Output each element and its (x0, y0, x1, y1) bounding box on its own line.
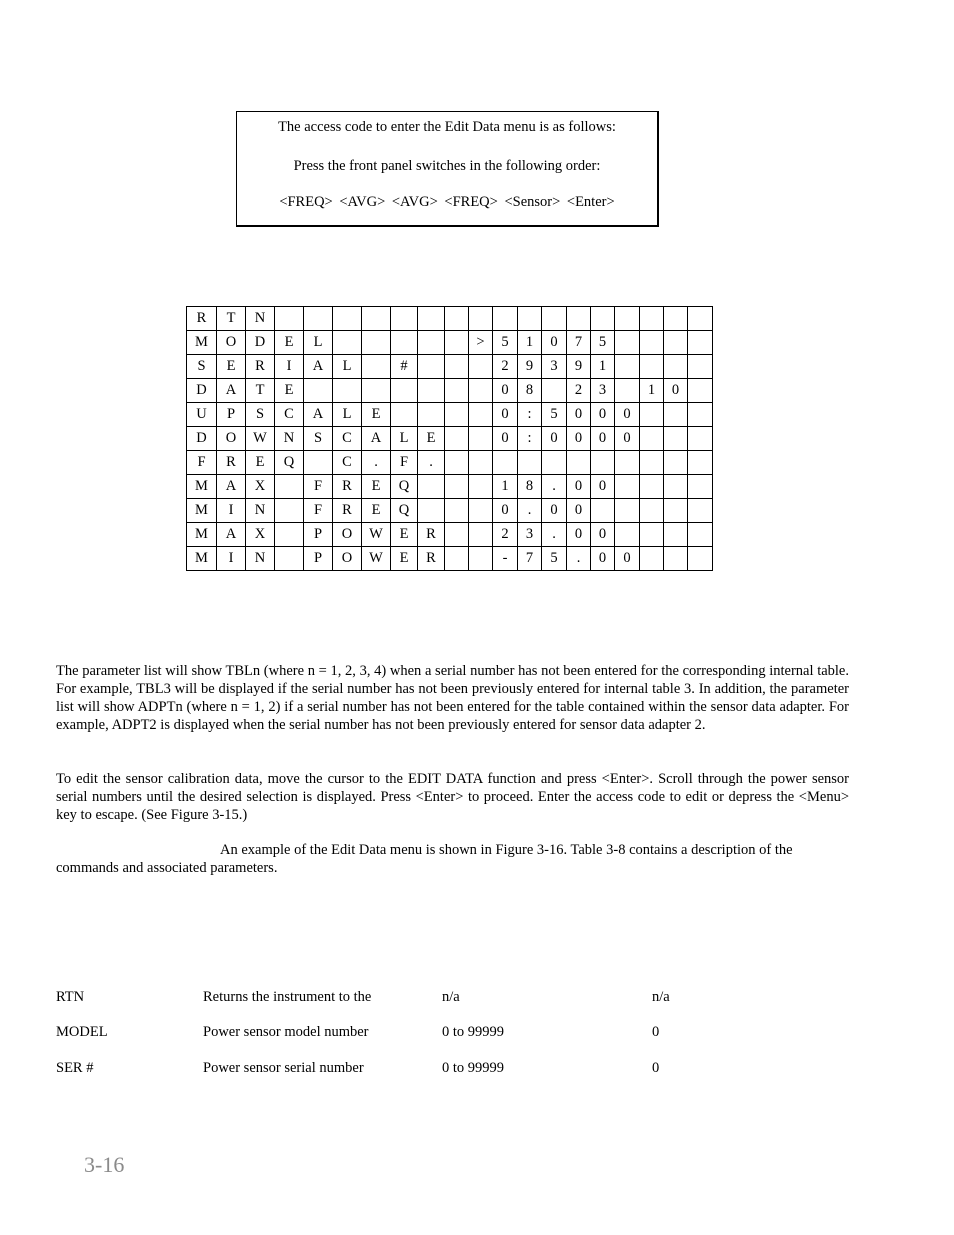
grid-cell (640, 331, 664, 355)
grid-row (187, 307, 713, 331)
grid-cell (418, 499, 445, 523)
grid-cell: D (187, 379, 217, 403)
grid-cell: : (518, 403, 542, 427)
command-default: 0 (652, 1060, 660, 1076)
grid-cell (640, 547, 664, 571)
grid-cell: 2 (493, 523, 518, 547)
grid-row (187, 475, 713, 499)
access-code-instruction: Press the front panel switches in the following order: (293, 158, 601, 174)
grid-cell: O (217, 427, 246, 451)
grid-cell (391, 403, 418, 427)
command-row-rtn (0, 989, 954, 1009)
grid-cell: 1 (640, 379, 664, 403)
grid-cell (469, 499, 493, 523)
grid-cell: O (333, 547, 362, 571)
grid-cell (688, 331, 713, 355)
grid-cell (418, 331, 445, 355)
grid-cell (418, 475, 445, 499)
grid-cell (469, 475, 493, 499)
grid-cell: 0 (615, 547, 640, 571)
grid-cell: 8 (518, 475, 542, 499)
grid-cell: 0 (591, 403, 615, 427)
grid-cell: E (362, 403, 391, 427)
grid-cell: O (217, 331, 246, 355)
grid-cell (688, 451, 713, 475)
grid-cell: N (275, 427, 304, 451)
grid-cell: D (246, 331, 275, 355)
command-description: Returns the instrument to the (203, 989, 372, 1005)
grid-cell (640, 307, 664, 331)
grid-cell (615, 307, 640, 331)
grid-cell: 0 (493, 403, 518, 427)
grid-cell: 0 (567, 427, 591, 451)
grid-row (187, 331, 713, 355)
grid-cell (688, 475, 713, 499)
edit-procedure-paragraph: To edit the sensor calibration data, move the cursor to the EDIT DATA function and press <Enter>. Scroll through the power sensor serial numbers until the desired selection is displayed. Press <Enter> to proceed. Enter the access code to edit or depress the <Menu> key to escape. (See Figure 3-15.) (56, 771, 849, 823)
grid-cell (688, 307, 713, 331)
grid-cell (275, 307, 304, 331)
grid-cell (469, 427, 493, 451)
grid-cell (469, 451, 493, 475)
grid-cell (333, 331, 362, 355)
edit-data-display-grid (186, 306, 713, 571)
grid-cell (615, 523, 640, 547)
command-name: SER # (56, 1060, 94, 1076)
tbl-adpt-paragraph: The parameter list will show TBLn (where n = 1, 2, 3, 4) when a serial number has not been entered for the corresponding internal table. For example, TBL3 will be displayed if the serial number has not been previously entered for internal table 3. In addition, the parameter list will show ADPTn (where n = 1, 2) if a serial number has not been entered for the table contained within the sensor data adapter. For example, ADPT2 is displayed when the serial number has not been previously entered for sensor data adapter 2. (56, 663, 849, 733)
grid-cell (445, 475, 469, 499)
grid-cell: E (391, 547, 418, 571)
grid-cell (391, 331, 418, 355)
grid-cell: Q (275, 451, 304, 475)
grid-cell: 0 (591, 523, 615, 547)
grid-cell (469, 355, 493, 379)
grid-cell (640, 355, 664, 379)
grid-cell: R (418, 547, 445, 571)
grid-cell (275, 475, 304, 499)
grid-cell: : (518, 427, 542, 451)
grid-cell: 0 (591, 547, 615, 571)
grid-cell (445, 427, 469, 451)
grid-cell: C (275, 403, 304, 427)
grid-cell: . (362, 451, 391, 475)
grid-cell (688, 403, 713, 427)
grid-cell (591, 499, 615, 523)
grid-cell: F (304, 475, 333, 499)
grid-cell (275, 547, 304, 571)
grid-cell: 7 (518, 547, 542, 571)
grid-cell: F (304, 499, 333, 523)
command-default: n/a (652, 989, 670, 1005)
grid-cell: E (217, 355, 246, 379)
grid-cell: S (246, 403, 275, 427)
grid-cell: A (217, 475, 246, 499)
grid-cell (640, 403, 664, 427)
grid-cell: . (418, 451, 445, 475)
grid-cell: A (304, 355, 333, 379)
grid-cell: M (187, 547, 217, 571)
grid-cell: . (542, 475, 567, 499)
grid-row (187, 403, 713, 427)
grid-cell: 1 (591, 355, 615, 379)
grid-cell: I (217, 547, 246, 571)
grid-cell: L (304, 331, 333, 355)
grid-cell (640, 475, 664, 499)
grid-cell: 0 (567, 523, 591, 547)
grid-cell (542, 307, 567, 331)
grid-cell: 0 (493, 499, 518, 523)
access-code-box (236, 111, 659, 227)
grid-cell (615, 451, 640, 475)
grid-cell (688, 355, 713, 379)
grid-cell (518, 307, 542, 331)
grid-cell: R (333, 475, 362, 499)
grid-cell (688, 499, 713, 523)
grid-cell (567, 307, 591, 331)
grid-cell (591, 307, 615, 331)
grid-cell: M (187, 523, 217, 547)
command-range: n/a (442, 989, 460, 1005)
command-name: MODEL (56, 1024, 108, 1040)
grid-cell: N (246, 547, 275, 571)
grid-cell (688, 427, 713, 451)
grid-cell (445, 499, 469, 523)
grid-cell (445, 403, 469, 427)
grid-cell: 9 (567, 355, 591, 379)
grid-cell: 9 (518, 355, 542, 379)
grid-cell (304, 307, 333, 331)
grid-cell: 0 (542, 499, 567, 523)
grid-cell: W (362, 547, 391, 571)
grid-cell: E (391, 523, 418, 547)
grid-cell: 3 (518, 523, 542, 547)
grid-cell (445, 355, 469, 379)
grid-cell (418, 379, 445, 403)
grid-cell (615, 355, 640, 379)
grid-cell: E (275, 379, 304, 403)
grid-cell: L (391, 427, 418, 451)
grid-row (187, 451, 713, 475)
grid-cell: W (246, 427, 275, 451)
grid-cell (362, 307, 391, 331)
grid-cell (469, 307, 493, 331)
grid-cell (664, 475, 688, 499)
edit-menu-intro-line2: commands and associated parameters. (56, 860, 278, 876)
grid-cell: E (246, 451, 275, 475)
grid-cell: 0 (615, 427, 640, 451)
grid-cell (640, 451, 664, 475)
grid-cell (418, 403, 445, 427)
grid-cell: 2 (567, 379, 591, 403)
grid-cell: 5 (542, 547, 567, 571)
grid-cell: S (187, 355, 217, 379)
grid-cell: P (304, 523, 333, 547)
grid-cell: N (246, 307, 275, 331)
grid-cell: T (217, 307, 246, 331)
grid-cell: X (246, 523, 275, 547)
grid-cell (445, 547, 469, 571)
grid-cell: 0 (493, 427, 518, 451)
grid-cell (445, 451, 469, 475)
grid-cell: 8 (518, 379, 542, 403)
grid-cell (469, 547, 493, 571)
grid-cell (391, 379, 418, 403)
command-description: Power sensor serial number (203, 1060, 364, 1076)
grid-cell (688, 547, 713, 571)
grid-cell: Q (391, 499, 418, 523)
grid-cell: T (246, 379, 275, 403)
grid-cell (664, 355, 688, 379)
grid-cell (615, 499, 640, 523)
grid-cell (664, 523, 688, 547)
grid-cell: 0 (542, 331, 567, 355)
command-description: Power sensor model number (203, 1024, 369, 1040)
grid-cell: 0 (567, 403, 591, 427)
command-name: RTN (56, 989, 85, 1005)
grid-cell (664, 451, 688, 475)
grid-cell: 2 (493, 355, 518, 379)
grid-cell (445, 307, 469, 331)
grid-cell: A (304, 403, 333, 427)
grid-cell: 3 (591, 379, 615, 403)
command-range: 0 to 99999 (442, 1060, 505, 1076)
grid-cell (591, 451, 615, 475)
grid-cell: N (246, 499, 275, 523)
grid-cell (445, 379, 469, 403)
grid-row (187, 523, 713, 547)
grid-row (187, 355, 713, 379)
grid-cell: P (304, 547, 333, 571)
grid-row (187, 499, 713, 523)
grid-cell: L (333, 355, 362, 379)
grid-cell: - (493, 547, 518, 571)
grid-cell (640, 427, 664, 451)
grid-row (187, 379, 713, 403)
grid-cell: W (362, 523, 391, 547)
grid-cell: D (187, 427, 217, 451)
grid-cell: 0 (591, 427, 615, 451)
grid-cell (615, 331, 640, 355)
grid-cell: U (187, 403, 217, 427)
grid-cell (445, 523, 469, 547)
access-code-intro: The access code to enter the Edit Data menu is as follows: (278, 119, 616, 135)
grid-cell (469, 523, 493, 547)
grid-cell: 3 (542, 355, 567, 379)
grid-row (187, 547, 713, 571)
grid-cell: 0 (493, 379, 518, 403)
grid-cell (640, 499, 664, 523)
grid-cell: A (217, 379, 246, 403)
access-code-sequence: <FREQ> <AVG> <AVG> <FREQ> <Sensor> <Enter> (279, 194, 615, 210)
grid-cell (469, 403, 493, 427)
grid-cell: I (275, 355, 304, 379)
grid-cell: 5 (542, 403, 567, 427)
grid-cell: C (333, 451, 362, 475)
grid-cell (469, 379, 493, 403)
grid-cell: X (246, 475, 275, 499)
grid-cell (275, 523, 304, 547)
grid-cell (493, 307, 518, 331)
grid-cell (362, 331, 391, 355)
grid-cell: E (362, 499, 391, 523)
grid-cell: 7 (567, 331, 591, 355)
grid-cell: . (567, 547, 591, 571)
grid-cell: 0 (567, 475, 591, 499)
grid-cell (418, 355, 445, 379)
grid-cell: M (187, 475, 217, 499)
grid-cell: E (418, 427, 445, 451)
grid-cell: F (391, 451, 418, 475)
grid-cell (664, 331, 688, 355)
grid-cell (542, 451, 567, 475)
grid-cell (333, 379, 362, 403)
grid-cell (688, 379, 713, 403)
grid-cell: . (542, 523, 567, 547)
grid-cell: # (391, 355, 418, 379)
grid-cell: > (469, 331, 493, 355)
grid-cell: R (187, 307, 217, 331)
grid-cell: C (333, 427, 362, 451)
grid-cell: R (246, 355, 275, 379)
grid-cell: F (187, 451, 217, 475)
grid-cell: Q (391, 475, 418, 499)
grid-cell: O (333, 523, 362, 547)
grid-cell (391, 307, 418, 331)
grid-cell: A (362, 427, 391, 451)
command-row-serial (0, 1060, 954, 1080)
grid-cell (518, 451, 542, 475)
grid-cell (664, 403, 688, 427)
grid-cell: I (217, 499, 246, 523)
grid-cell: 0 (664, 379, 688, 403)
grid-cell (418, 307, 445, 331)
grid-cell (445, 331, 469, 355)
grid-cell: R (333, 499, 362, 523)
grid-cell: 1 (518, 331, 542, 355)
grid-cell: 0 (542, 427, 567, 451)
grid-cell: 0 (615, 403, 640, 427)
grid-cell (615, 379, 640, 403)
grid-cell (664, 427, 688, 451)
command-row-model (0, 1024, 954, 1044)
grid-cell (615, 475, 640, 499)
grid-cell: R (418, 523, 445, 547)
grid-cell (333, 307, 362, 331)
grid-cell (304, 379, 333, 403)
command-default: 0 (652, 1024, 660, 1040)
grid-cell: . (518, 499, 542, 523)
grid-cell: P (217, 403, 246, 427)
grid-cell: 0 (567, 499, 591, 523)
grid-cell: S (304, 427, 333, 451)
grid-cell: E (362, 475, 391, 499)
grid-cell (567, 451, 591, 475)
grid-cell (664, 547, 688, 571)
grid-cell (275, 499, 304, 523)
page-number: 3-16 (84, 1152, 125, 1177)
grid-cell: 5 (493, 331, 518, 355)
edit-menu-intro-line1: An example of the Edit Data menu is shown in Figure 3-16. Table 3-8 contains a description of the (220, 842, 793, 858)
grid-cell: 0 (591, 475, 615, 499)
grid-cell: 1 (493, 475, 518, 499)
grid-cell: M (187, 331, 217, 355)
grid-cell: R (217, 451, 246, 475)
grid-cell (493, 451, 518, 475)
grid-cell: L (333, 403, 362, 427)
grid-cell: E (275, 331, 304, 355)
grid-cell (362, 355, 391, 379)
grid-cell: A (217, 523, 246, 547)
grid-cell: 5 (591, 331, 615, 355)
grid-cell (304, 451, 333, 475)
grid-cell (664, 499, 688, 523)
grid-cell (688, 523, 713, 547)
grid-row (187, 427, 713, 451)
grid-cell (664, 307, 688, 331)
grid-cell: M (187, 499, 217, 523)
grid-cell (362, 379, 391, 403)
grid-cell (542, 379, 567, 403)
command-range: 0 to 99999 (442, 1024, 505, 1040)
grid-cell (640, 523, 664, 547)
